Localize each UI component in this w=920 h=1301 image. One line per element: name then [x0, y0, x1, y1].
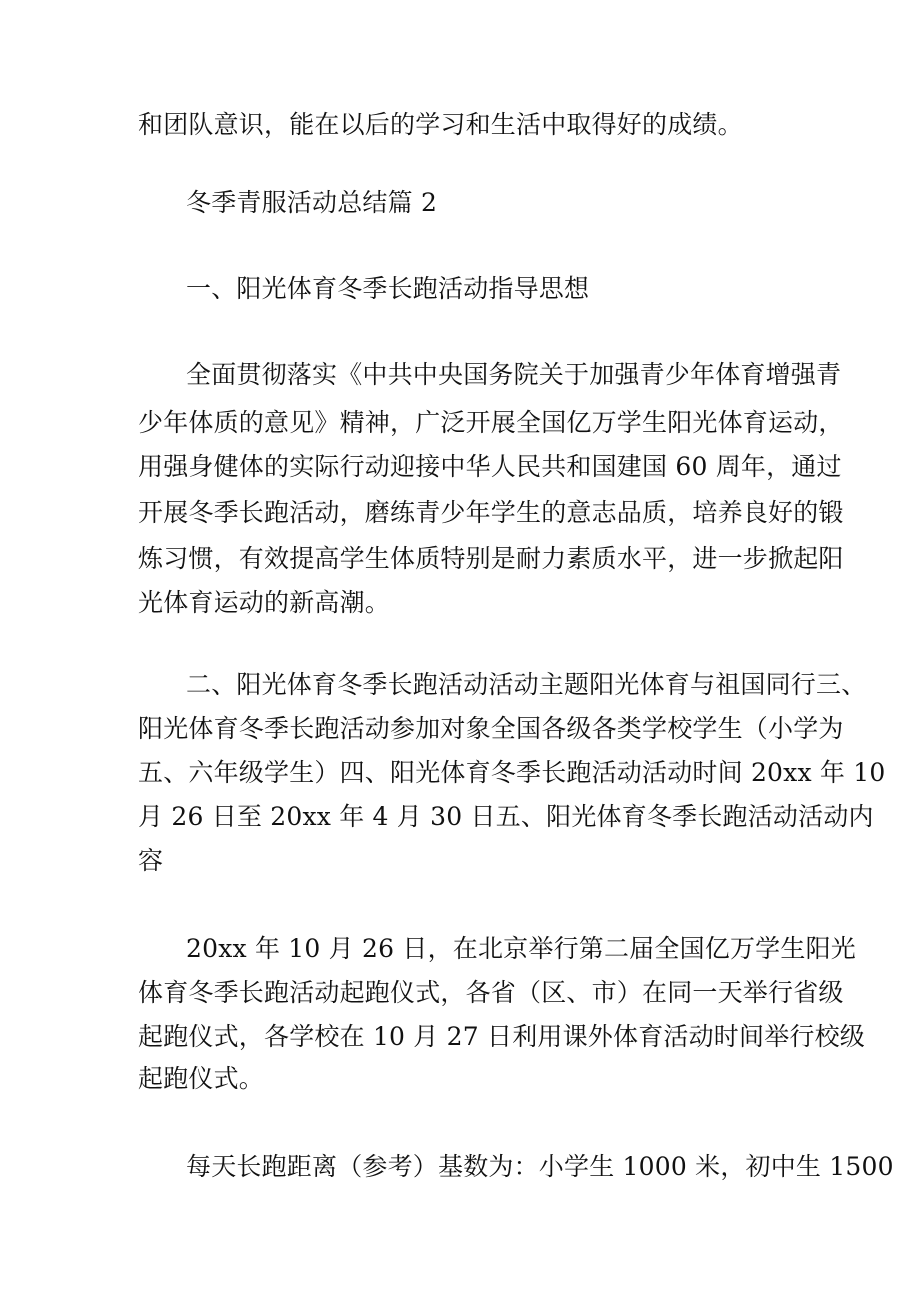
- paragraph-line: 五、六年级学生）四、阳光体育冬季长跑活动活动时间 20xx 年 10: [138, 758, 886, 787]
- paragraph-line: 用强身健体的实际行动迎接中华人民共和国建国 60 周年，通过: [138, 452, 842, 481]
- paragraph-line: 起跑仪式，各学校在 10 月 27 日利用课外体育活动时间举行校级: [138, 1022, 866, 1051]
- paragraph-line: 少年体质的意见》精神，广泛开展全国亿万学生阳光体育运动，: [138, 408, 844, 437]
- paragraph-line: 光体育运动的新高潮。: [138, 588, 391, 617]
- paragraph-line: 容: [138, 846, 164, 875]
- paragraph-line: 体育冬季长跑活动起跑仪式，各省（区、市）在同一天举行省级: [138, 978, 844, 1007]
- paragraph-line: 炼习惯，有效提高学生体质特别是耐力素质水平，进一步掀起阳: [138, 544, 844, 573]
- paragraph-line: 开展冬季长跑活动，磨练青少年学生的意志品质，培养良好的锻: [138, 498, 844, 527]
- paragraph-line: 阳光体育冬季长跑活动参加对象全国各级各类学校学生（小学为: [138, 714, 844, 743]
- paragraph-line: 每天长跑距离（参考）基数为：小学生 1000 米，初中生 1500: [186, 1152, 894, 1181]
- paragraph-line: 二、阳光体育冬季长跑活动活动主题阳光体育与祖国同行三、: [186, 670, 867, 699]
- paragraph-line: 月 26 日至 20xx 年 4 月 30 日五、阳光体育冬季长跑活动活动内: [138, 802, 874, 831]
- heading-guiding-ideology: 一、阳光体育冬季长跑活动指导思想: [186, 274, 590, 303]
- paragraph-line: 和团队意识，能在以后的学习和生活中取得好的成绩。: [138, 110, 743, 139]
- paragraph-line: 起跑仪式。: [138, 1064, 265, 1093]
- paragraph-line: 全面贯彻落实《中共中央国务院关于加强青少年体育增强青: [186, 360, 842, 389]
- section-title: 冬季青服活动总结篇 2: [186, 188, 438, 217]
- paragraph-line: 20xx 年 10 月 26 日，在北京举行第二届全国亿万学生阳光: [186, 934, 856, 963]
